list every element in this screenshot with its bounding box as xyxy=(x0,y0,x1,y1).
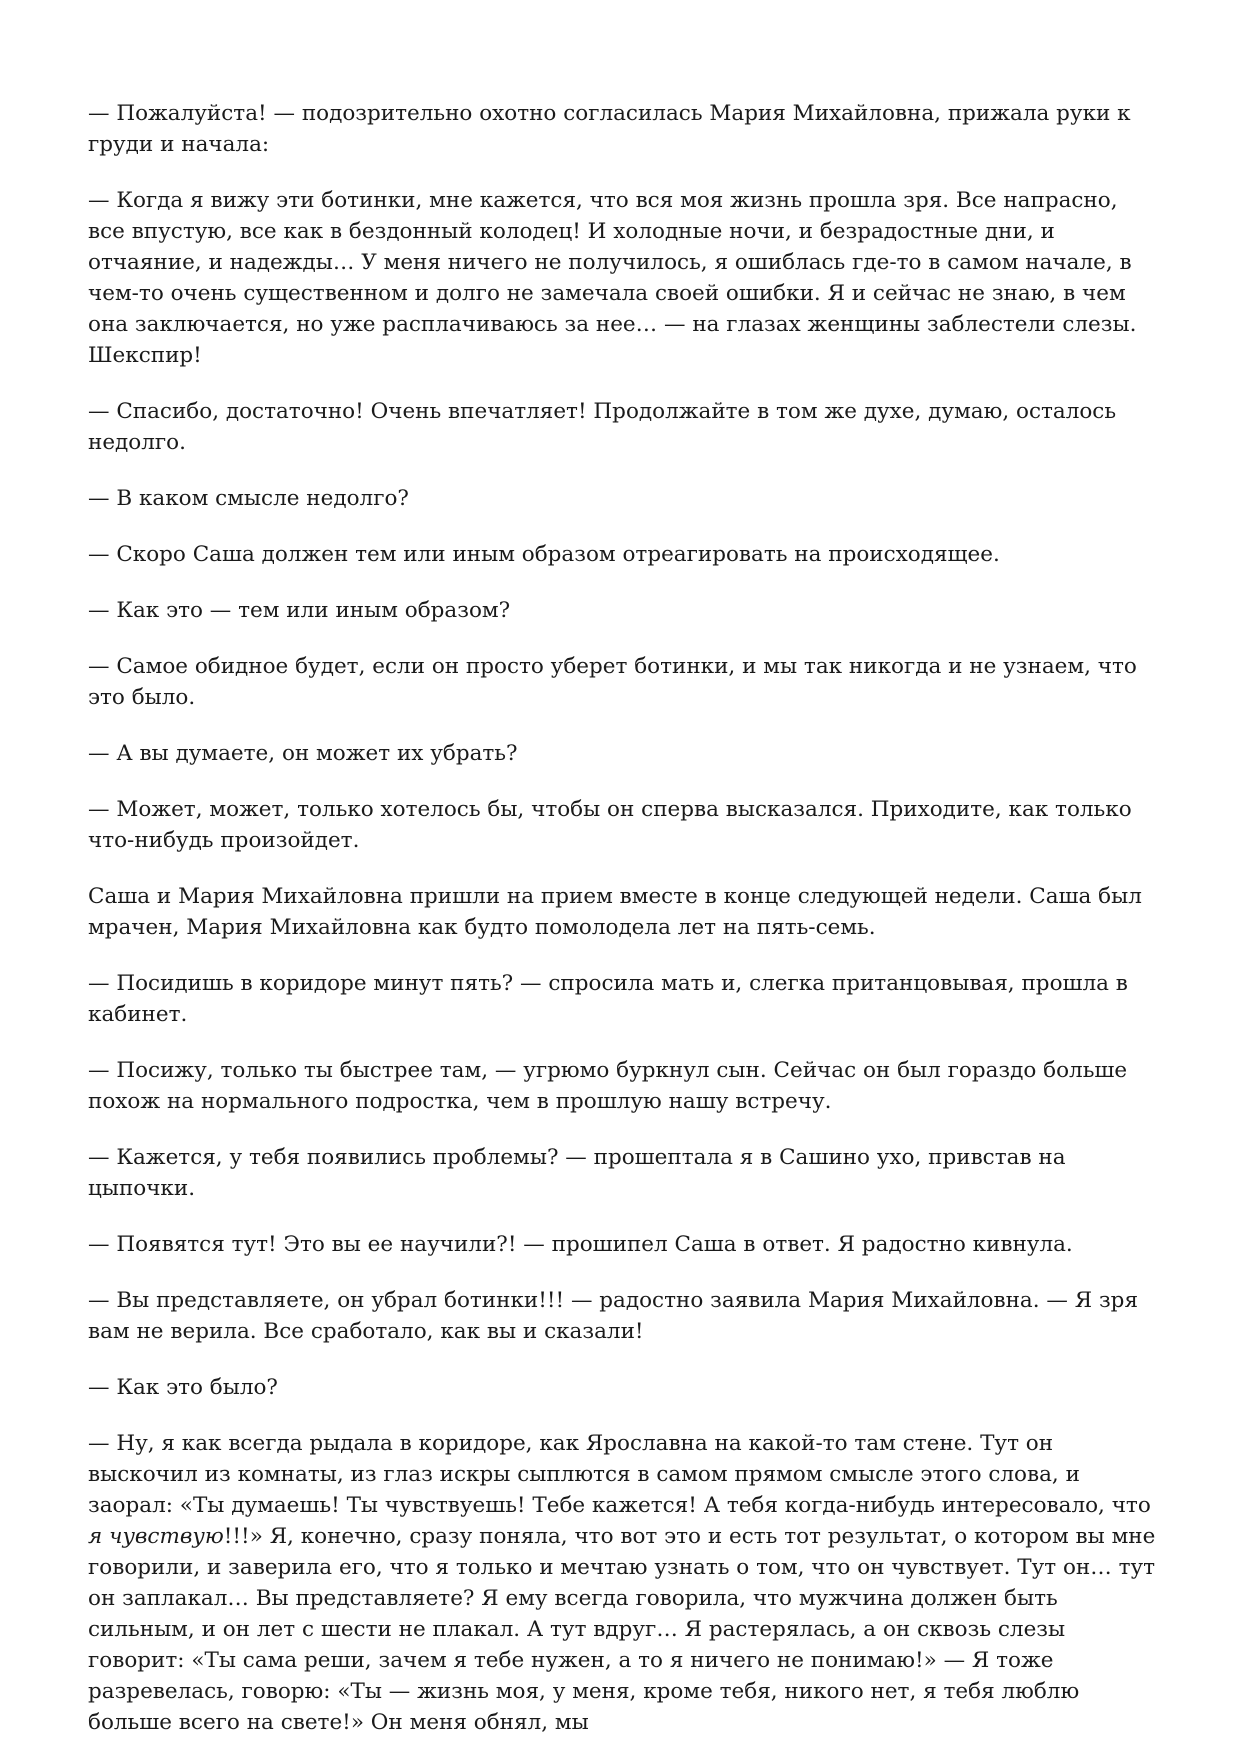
paragraph: — Может, может, только хотелось бы, чтобы он сперва высказался. Приходите, как только что-нибудь произойдет. xyxy=(88,797,1132,853)
paragraph: — Посижу, только ты быстрее там, — угрюмо буркнул сын. Сейчас он был гораздо больше похож на нормального подростка, чем в прошлую нашу встречу. xyxy=(88,1058,1128,1114)
paragraph: — Самое обидное будет, если он просто уберет ботинки, и мы так никогда и не узнаем, что это было. xyxy=(88,654,1137,710)
paragraph: Саша и Мария Михайловна пришли на прием вместе в конце следующей недели. Саша был мрачен, Мария Михайловна как будто помолодела лет на пять-семь. xyxy=(88,884,1142,940)
paragraph: — Кажется, у тебя появились проблемы? — прошептала я в Сашино ухо, привстав на цыпочки. xyxy=(88,1145,1066,1201)
paragraph: — Посидишь в коридоре минут пять? — спросила мать и, слегка пританцовывая, прошла в кабинет. xyxy=(88,971,1128,1027)
last-paragraph-part1: — Ну, я как всегда рыдала в коридоре, как Ярославна на какой-то там стене. Тут он выскочил из комнаты, из глаз искры сыплются в самом прямом смысле этого слова, и заорал: «Ты думаешь! Ты чувствуешь! Тебе кажется! А тебя когда-нибудь интересовало, что xyxy=(88,1431,1151,1518)
paragraph: — Как это — тем или иным образом? xyxy=(88,598,511,623)
last-paragraph-part2: !!!» Я, конечно, сразу поняла, что вот это и есть тот результат, о котором вы мне говорили, и заверила его, что я только и мечтаю узнать о том, что он чувствует. Тут он… тут он заплакал… Вы представляете? Я ему всегда говорила, что мужчина должен быть сильным, и он лет с шести не плакал. А тут вдруг… Я растерялась, а он сквозь слезы говорит: «Ты сама реши, зачем я тебе нужен, а то я ничего не понимаю!» — Я тоже разревелась, говорю: «Ты — жизнь моя, у меня, кроме тебя, никого нет, я тебя люблю больше всего на свете!» Он меня обнял, мы xyxy=(88,1524,1156,1735)
paragraph: — Как это было? xyxy=(88,1375,278,1400)
paragraph: — Вы представляете, он убрал ботинки!!! — радостно заявила Мария Михайловна. — Я зря вам не верила. Все сработало, как вы и сказали! xyxy=(88,1288,1139,1344)
paragraph: — Когда я вижу эти ботинки, мне кажется, что вся моя жизнь прошла зря. Все напрасно, все впустую, все как в бездонный колодец! И холодные ночи, и безрадостные дни, и отчаяние, и надежды… У меня ничего не получилось, я ошиблась где-то в самом начале, в чем-то очень существенном и долго не замечала своей ошибки. Я и сейчас не знаю, в чем она заключается, но уже расплачиваюсь за нее… — на глазах женщины заблестели слезы. Шекспир! xyxy=(88,188,1137,368)
paragraph: — Скоро Саша должен тем или иным образом отреагировать на происходящее. xyxy=(88,542,1000,567)
last-paragraph xyxy=(88,1428,1158,1738)
paragraph: — А вы думаете, он может их убрать? xyxy=(88,741,518,766)
book-page xyxy=(88,98,1158,1763)
paragraph: — Спасибо, достаточно! Очень впечатляет! Продолжайте в том же духе, думаю, осталось недолго. xyxy=(88,399,1117,455)
paragraph: — Появятся тут! Это вы ее научили?! — прошипел Саша в ответ. Я радостно кивнула. xyxy=(88,1232,1073,1257)
last-paragraph-emphasis: я чувствую xyxy=(88,1524,224,1549)
paragraph: — Пожалуйста! — подозрительно охотно согласилась Мария Михайловна, прижала руки к груди и начала: xyxy=(88,101,1131,157)
paragraph: — В каком смысле недолго? xyxy=(88,486,409,511)
